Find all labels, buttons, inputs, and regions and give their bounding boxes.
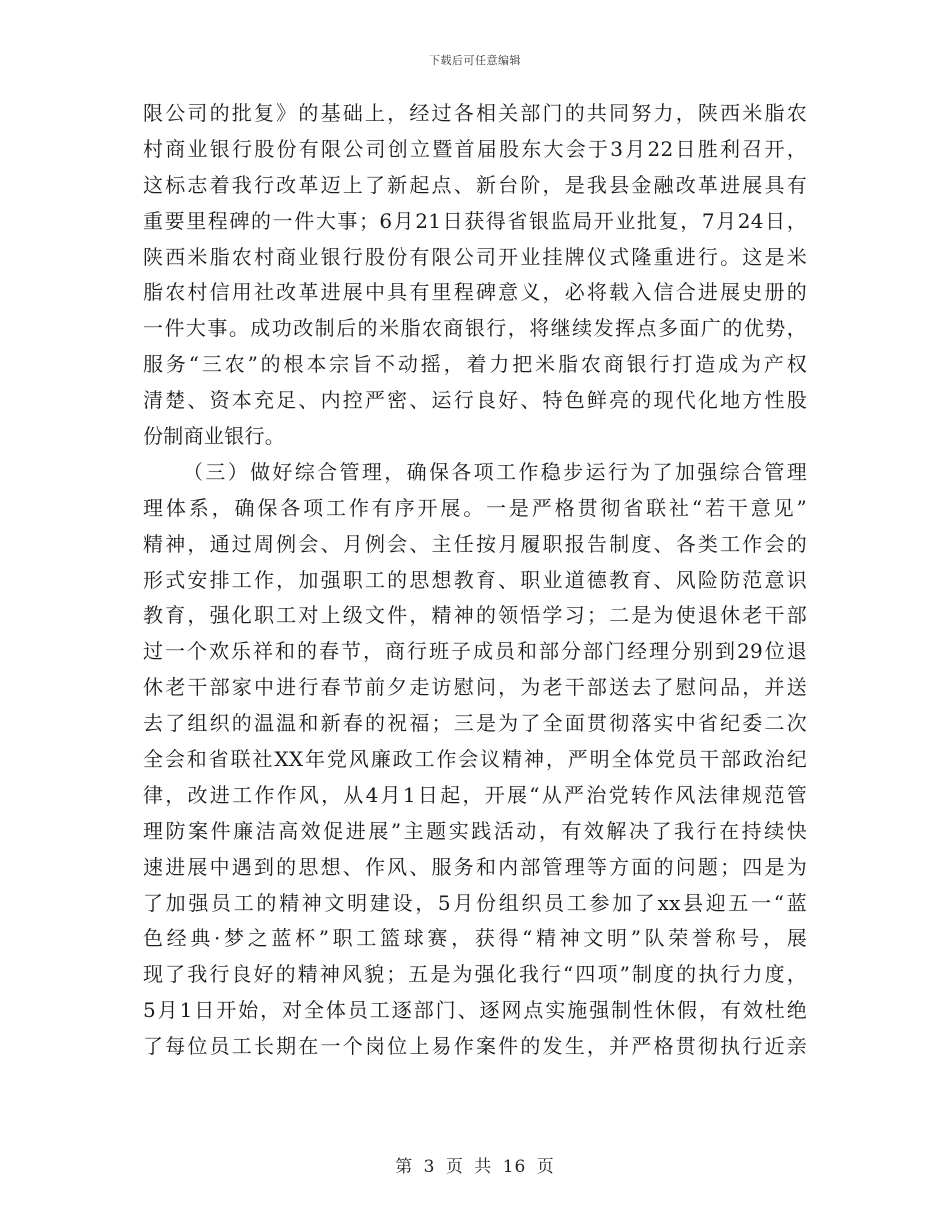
text-line: 村商业银行股份有限公司创立暨首届股东大会于3月22日胜利召开， — [143, 136, 807, 161]
text-line: 教育，强化职工对上级文件，精神的领悟学习；二是为使退休老干部 — [143, 603, 807, 628]
text-line: 速进展中遇到的思想、作风、服务和内部管理等方面的问题；四是为 — [143, 854, 807, 879]
page-header: 下载后可任意编辑 — [429, 54, 521, 67]
text-line: 5月1日开始，对全体员工逐部门、逐网点实施强制性休假，有效杜绝 — [143, 998, 807, 1023]
text-line: 精神，通过周例会、月例会、主任按月履职报告制度、各类工作会的 — [143, 531, 807, 556]
text-line: 理防案件廉洁高效促进展”主题实践活动，有效解决了我行在持续快 — [143, 818, 807, 843]
text-line: 过一个欢乐祥和的春节，商行班子成员和部分部门经理分别到29位退 — [143, 639, 807, 664]
section-heading-line: （三）做好综合管理，确保各项工作稳步运行为了加强综合管理 — [183, 459, 807, 484]
text-line: 形式安排工作，加强职工的思想教育、职业道德教育、风险防范意识 — [143, 567, 807, 592]
text-line: 一件大事。成功改制后的米脂农商银行，将继续发挥点多面广的优势， — [143, 316, 807, 341]
text-line: 脂农村信用社改革进展中具有里程碑意义，必将载入信合进展史册的 — [143, 280, 807, 305]
text-line: 限公司的批复》的基础上，经过各相关部门的共同努力，陕西米脂农 — [143, 101, 807, 125]
text-line: 陕西米脂农村商业银行股份有限公司开业挂牌仪式隆重进行。这是米 — [143, 244, 807, 269]
text-line: 休老干部家中进行春节前夕走访慰问，为老干部送去了慰问品，并送 — [143, 675, 807, 700]
text-line: 去了组织的温温和新春的祝福；三是为了全面贯彻落实中省纪委二次 — [143, 711, 807, 736]
text-line: 色经典·梦之蓝杯”职工篮球赛，获得“精神文明”队荣誉称号，展 — [143, 926, 807, 951]
text-line: 清楚、资本充足、内控严密、运行良好、特色鲜亮的现代化地方性股 — [143, 388, 807, 413]
text-line: 现了我行良好的精神风貌；五是为强化我行“四项”制度的执行力度， — [143, 962, 807, 987]
text-line: 服务“三农”的根本宗旨不动摇，着力把米脂农商银行打造成为产权 — [143, 352, 807, 377]
text-line: 全会和省联社XX年党风廉政工作会议精神，严明全体党员干部政治纪 — [143, 747, 807, 772]
text-line: 份制商业银行。 — [143, 424, 286, 449]
text-line: 了每位员工长期在一个岗位上易作案件的发生，并严格贯彻执行近亲 — [143, 1034, 807, 1059]
text-line: 理体系，确保各项工作有序开展。一是严格贯彻省联社“若干意见” — [143, 495, 807, 520]
text-line: 重要里程碑的一件大事；6月21日获得省银监局开业批复，7月24日， — [143, 208, 807, 233]
page-number: 第 3 页 共 16 页 — [395, 1157, 555, 1177]
text-line: 律，改进工作作风，从4月1日起，开展“从严治党转作风法律规范管 — [143, 782, 807, 807]
text-line: 了加强员工的精神文明建设，5月份组织员工参加了xx县迎五一“蓝 — [143, 890, 807, 915]
text-line: 这标志着我行改革迈上了新起点、新台阶，是我县金融改革进展具有 — [143, 172, 807, 197]
body-text — [143, 96, 807, 1065]
